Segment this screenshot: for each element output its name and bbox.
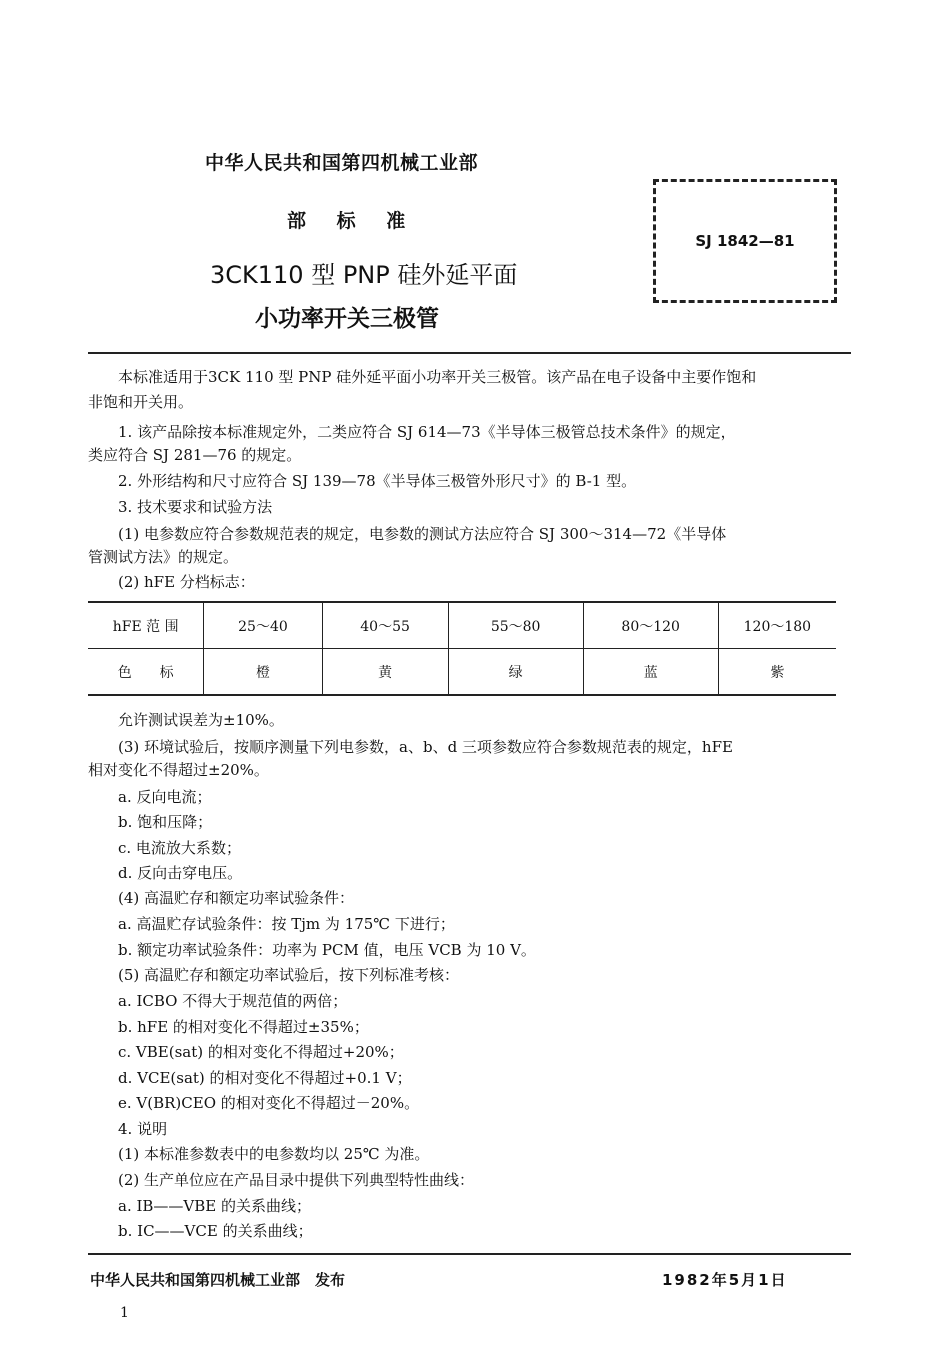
- list-item: b. 饱和压降；: [118, 813, 213, 831]
- table-row: [88, 649, 836, 696]
- table-cell: 橙: [204, 649, 322, 696]
- list-item: a. 高温贮存试验条件：按 Tjm 为 175℃ 下进行；: [118, 915, 455, 933]
- list-item: c. 电流放大系数；: [118, 839, 241, 857]
- table-cell: hFE 范 围: [88, 602, 204, 649]
- publish-date: 1982年5月1日: [662, 1271, 788, 1289]
- item-3-5: (5) 高温贮存和额定功率试验后，按下列标准考核：: [118, 966, 460, 984]
- list-item: b. hFE 的相对变化不得超过±35%；: [118, 1018, 369, 1036]
- issuing-org: 中华人民共和国第四机械工业部: [205, 152, 479, 174]
- item-3-1-line-1: (1) 电参数应符合参数规范表的规定，电参数的测试方法应符合 SJ 300～314—72《半导体: [118, 525, 727, 543]
- item-3: 3. 技术要求和试验方法: [118, 498, 273, 516]
- item-2: 2. 外形结构和尺寸应符合 SJ 139—78《半导体三极管外形尺寸》的 B-1 型。: [118, 472, 637, 490]
- table-cell: 80～120: [583, 602, 718, 649]
- table-cell: 黄: [322, 649, 448, 696]
- item-4: 4. 说明: [118, 1120, 168, 1138]
- table-cell: 绿: [448, 649, 583, 696]
- header-rule: [88, 352, 851, 354]
- item-4-1: (1) 本标准参数表中的电参数均以 25℃ 为准。: [118, 1145, 430, 1163]
- list-item: b. 额定功率试验条件：功率为 PCM 值，电压 VCB 为 10 V。: [118, 941, 536, 959]
- item-1-line-1: 1. 该产品除按本标准规定外，二类应符合 SJ 614—73《半导体三极管总技术条件》的规定，: [118, 423, 736, 441]
- item-1-line-2: 类应符合 SJ 281—76 的规定。: [88, 446, 302, 464]
- table-cell: 紫: [718, 649, 836, 696]
- standard-type: 部 标 准: [287, 210, 406, 232]
- list-item: b. IC——VCE 的关系曲线；: [118, 1222, 313, 1240]
- hfe-grade-table: [88, 601, 836, 696]
- publisher: 中华人民共和国第四机械工业部 发布: [90, 1271, 346, 1289]
- list-item: d. VCE(sat) 的相对变化不得超过+0.1 V；: [118, 1069, 412, 1087]
- item-3-3-line-1: (3) 环境试验后，按顺序测量下列电参数，a、b、d 三项参数应符合参数规范表的规定，hFE: [118, 738, 733, 756]
- title-line-2: 小功率开关三极管: [255, 306, 439, 332]
- list-item: a. IB——VBE 的关系曲线；: [118, 1197, 312, 1215]
- intro-line-1: 本标准适用于3CK 110 型 PNP 硅外延平面小功率开关三极管。该产品在电子设备中主要作饱和: [118, 368, 757, 386]
- page-number: 1: [120, 1305, 129, 1321]
- standard-code-box: [653, 179, 837, 303]
- tolerance-note: 允许测试误差为±10%。: [118, 711, 284, 729]
- item-3-4: (4) 高温贮存和额定功率试验条件：: [118, 889, 355, 907]
- standard-code: SJ 1842—81: [695, 232, 795, 250]
- table-cell: 蓝: [583, 649, 718, 696]
- item-3-2: (2) hFE 分档标志：: [118, 573, 255, 591]
- list-item: c. VBE(sat) 的相对变化不得超过+20%；: [118, 1043, 404, 1061]
- table-cell: 120～180: [718, 602, 836, 649]
- footer-rule: [88, 1253, 851, 1255]
- table-cell: 55～80: [448, 602, 583, 649]
- table-row: [88, 602, 836, 649]
- list-item: a. ICBO 不得大于规范值的两倍；: [118, 992, 348, 1010]
- item-4-2: (2) 生产单位应在产品目录中提供下列典型特性曲线：: [118, 1171, 475, 1189]
- list-item: e. V(BR)CEO 的相对变化不得超过－20%。: [118, 1094, 420, 1112]
- intro-line-2: 非饱和开关用。: [88, 393, 194, 411]
- item-3-3-line-2: 相对变化不得超过±20%。: [88, 761, 269, 779]
- title-line-1: 3CK110 型 PNP 硅外延平面: [210, 261, 518, 289]
- list-item: d. 反向击穿电压。: [118, 864, 243, 882]
- table-cell: 40～55: [322, 602, 448, 649]
- list-item: a. 反向电流；: [118, 788, 212, 806]
- item-3-1-line-2: 管测试方法》的规定。: [88, 548, 239, 566]
- table-cell: 色 标: [88, 649, 204, 696]
- table-cell: 25～40: [204, 602, 322, 649]
